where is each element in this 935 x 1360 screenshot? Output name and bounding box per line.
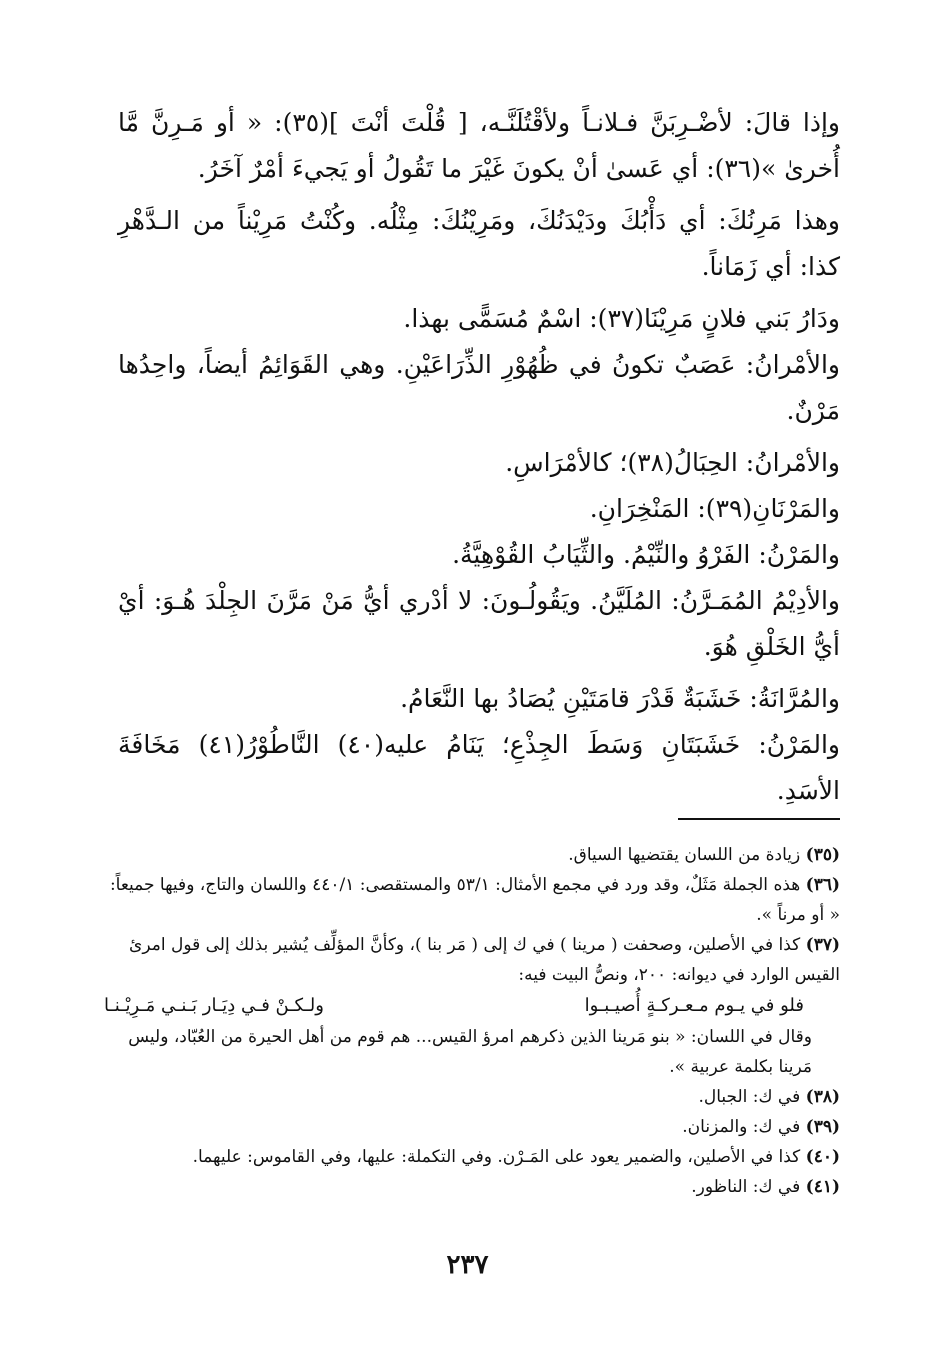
footnote [104,1112,840,1142]
footnote-number: (٣٧) [805,935,840,955]
footnote-text: هذه الجملة مَثَلٌ، وقد ورد في مجمع الأمثال: ٥٣/١ والمستقصى: ٤٤٠/١ واللسان والتاج، وفيها جميعاً: « أو مرناً ». [109,875,840,925]
footnote-separator [678,818,840,820]
footnote-text: كذا في الأصلين، والضمير يعود على المَـرْن. وفي التكملة: عليها، وفي القاموس: عليهما. [192,1147,801,1167]
footnote-number: (٤٠) [805,1147,840,1167]
footnote-text: في ك: الناظور. [691,1177,801,1197]
footnote [104,870,840,930]
footnote-number: (٣٩) [805,1117,840,1137]
paragraph: والمَرْنُ: الفَرْوُ والنِّيْمُ. والثِّيَابُ القُوْهِيَّةُ. [452,540,840,569]
footnote [104,840,840,870]
paragraph: والأمْرانُ: عَصَبٌ تكونُ في ظُهُوْرِ الذِّرَاعَيْنِ. وهي القَوَائِمُ أيضاً، واحِدُها مَرْنٌ. [118,350,840,425]
paragraph: وهذا مَرِنُكَ: أي دَأْبُكَ ودَيْدَنُكَ، ومَرِيْنُكَ: مِثْلُه. وكُنْتُ مَرِيْناً من الـدَّهْرِ كذا: أي زَمَاناً. [118,206,840,281]
footnote [104,1172,840,1202]
paragraph: والمُرَّانَةُ: خَشَبَةٌ قَدْرَ قامَتَيْنِ يُصَادُ بها النَّعَامُ. [400,684,840,713]
footnote-text: زيادة من اللسان يقتضيها السياق. [568,845,801,865]
footnote-text: في ك: الجبال. [698,1087,801,1107]
footnote [104,930,840,990]
paragraph: ودَارُ بَني فلانٍ مَرِيْنَا(٣٧): اسْمٌ مُسَمًّى بهذا. [403,304,840,333]
footnote-text: كذا في الأصلين، وصحفت ( مرينا ) في ك إلى ( مَر بنا )، وكأنَّ المؤلِّف يُشير بذلك إلى قول امرئ القيس الوارد في ديوانه: ٢٠٠، ونصُّ البيت فيه: [129,935,840,985]
main-text [118,100,840,820]
verse-hemistich-second: ولـكـنْ فـي دِيَـار بَـنـي مَـرِيْـنـا [104,995,324,1016]
footnote-number: (٣٦) [805,875,840,895]
footnote-text: في ك: والمزنان. [682,1117,801,1137]
footnote-number: (٣٥) [805,845,840,865]
footnote-number: (٣٨) [805,1087,840,1107]
page-number: ٢٣٧ [446,1250,489,1280]
verse-hemistich-first: فلو في يـوم مـعـركـةٍ أُصيـبـوا [584,995,804,1016]
footnote-continuation [104,1022,840,1082]
footnote-text: وقال في اللسان: « بنو مَرينا الذين ذكرهم امرؤ القيس... هم قوم من أهل الحيرة من العُبّاد، وليس مَرينا بكلمة عربية ». [128,1027,812,1077]
footnote-number: (٤١) [805,1177,840,1197]
paragraph: وإذا قالَ: لأضْـرِبَنَّ فـلانـاً ولأقْتُلَنَّـه، [ قُلْتَ أنْتَ ](٣٥): « أو مَـرِنَّ مَّا أُخرىٰ »(٣٦): أي عَسىٰ أنْ يكونَ غَيْرَ ما تَقُولُ أو يَجيءَ أمْرٌ آخَرُ. [118,108,840,183]
poetry-verse [104,990,840,1022]
footnotes [104,840,840,1202]
footnote [104,1082,840,1112]
paragraph: والمَرْنُ: خَشَبَتَانِ وَسَطَ الجِذْعِ؛ يَنَامُ عليه(٤٠) النَّاطُوْرُ(٤١) مَخَافَةَ الأسَدِ. [118,730,840,805]
paragraph: والأمْرانُ: الحِبَالُ(٣٨)؛ كالأمْرَاسِ. [505,448,840,477]
paragraph: والأدِيْمُ المُمَـرَّنُ: المُلَيَّنُ. ويَقُولُـونَ: لا أدْري أيُّ مَنْ مَرَّنَ الجِلْدَ هُـوَ: أيْ أيُّ الخَلْقِ هُوَ. [118,586,840,661]
paragraph: والمَرْنَانِ(٣٩): المَنْخِرَانِ. [589,494,840,523]
footnote [104,1142,840,1172]
